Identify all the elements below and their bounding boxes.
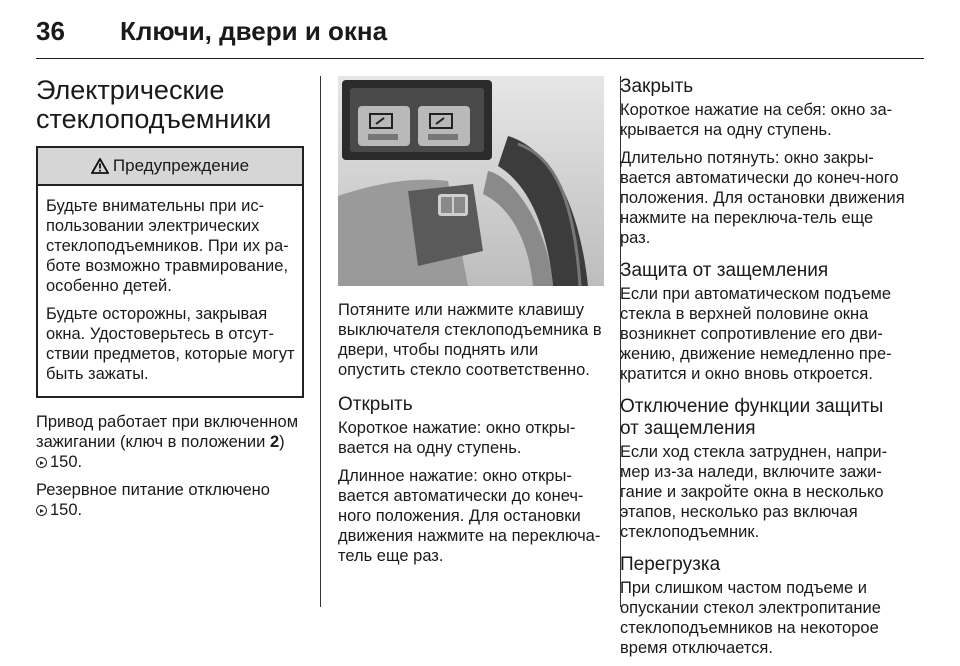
page-reference-link[interactable]: 150.	[36, 453, 82, 471]
open-text-1: Короткое нажатие: окно откры-вается на одну ступень.	[338, 419, 576, 457]
page-reference-link[interactable]: 150.	[36, 501, 82, 519]
warning-text-1: Будьте внимательны при ис-пользовании электрических стеклоподъемников. При их ра-боте возможно травмирование, особенно детей.	[46, 197, 289, 295]
pinch-protection-text: Если при автоматическом подъеме стекла в верхней половине окна возникнет сопротивление его дви-жению, движение немедленно пре-кратится и окно вновь откроется.	[620, 285, 892, 383]
overload-heading: Перегрузка	[620, 554, 721, 575]
ignition-paragraph: Привод работает при включенном зажигании (ключ в положении 2) 150.	[36, 413, 299, 471]
column-divider-1	[320, 76, 321, 607]
close-text-1: Короткое нажатие на себя: окно за-крывается на одну ступень.	[620, 101, 893, 139]
pinch-protection-heading: Защита от защемления	[620, 260, 829, 281]
disable-protection-heading: Отключение функции защиты от защемления	[620, 396, 884, 439]
column-3	[620, 76, 905, 666]
column-1	[36, 76, 304, 528]
page-title: Ключи, двери и окна	[120, 16, 388, 46]
overload-text: При слишком частом подъеме и опускании стекол электропитание стеклоподъемников на некоторое время отключается.	[620, 579, 881, 657]
disable-protection-text: Если ход стекла затруднен, напри-мер из-за наледи, включите зажи-гание и закройте окна в несколько этапов, несколько раз включая стеклоподъемник.	[620, 443, 888, 541]
backup-power-paragraph: Резервное питание отключено 150.	[36, 481, 270, 519]
warning-heading: Предупреждение	[112, 156, 250, 175]
close-heading: Закрыть	[620, 76, 694, 97]
window-switch-photo	[338, 76, 604, 286]
warning-box	[36, 146, 304, 398]
page-number: 36	[36, 16, 65, 46]
header-divider	[36, 58, 924, 59]
intro-text: Потяните или нажмите клавишу выключателя стеклоподъемника в двери, чтобы поднять или опустить стекло соответственно.	[338, 301, 602, 379]
close-text-2: Длительно потянуть: окно закры-вается автоматически до конеч-ного положения. Для остановки движения нажмите на переключа-тель еще раз.	[620, 149, 905, 247]
column-2	[338, 76, 606, 574]
page-header	[36, 14, 924, 62]
reference-arrow-icon	[36, 505, 47, 516]
warning-triangle-icon	[91, 158, 109, 174]
section-title: Электрические стеклоподъемники	[36, 75, 272, 134]
open-text-2: Длинное нажатие: окно откры-вается автоматически до конеч-ного положения. Для остановки движения нажмите на переключа-тель еще раз.	[338, 467, 601, 565]
open-heading: Открыть	[338, 394, 413, 415]
reference-arrow-icon	[36, 457, 47, 468]
warning-header	[38, 148, 302, 186]
warning-text-2: Будьте осторожны, закрывая окна. Удостоверьтесь в отсут-ствии предметов, которые могут быть зажаты.	[46, 305, 295, 383]
